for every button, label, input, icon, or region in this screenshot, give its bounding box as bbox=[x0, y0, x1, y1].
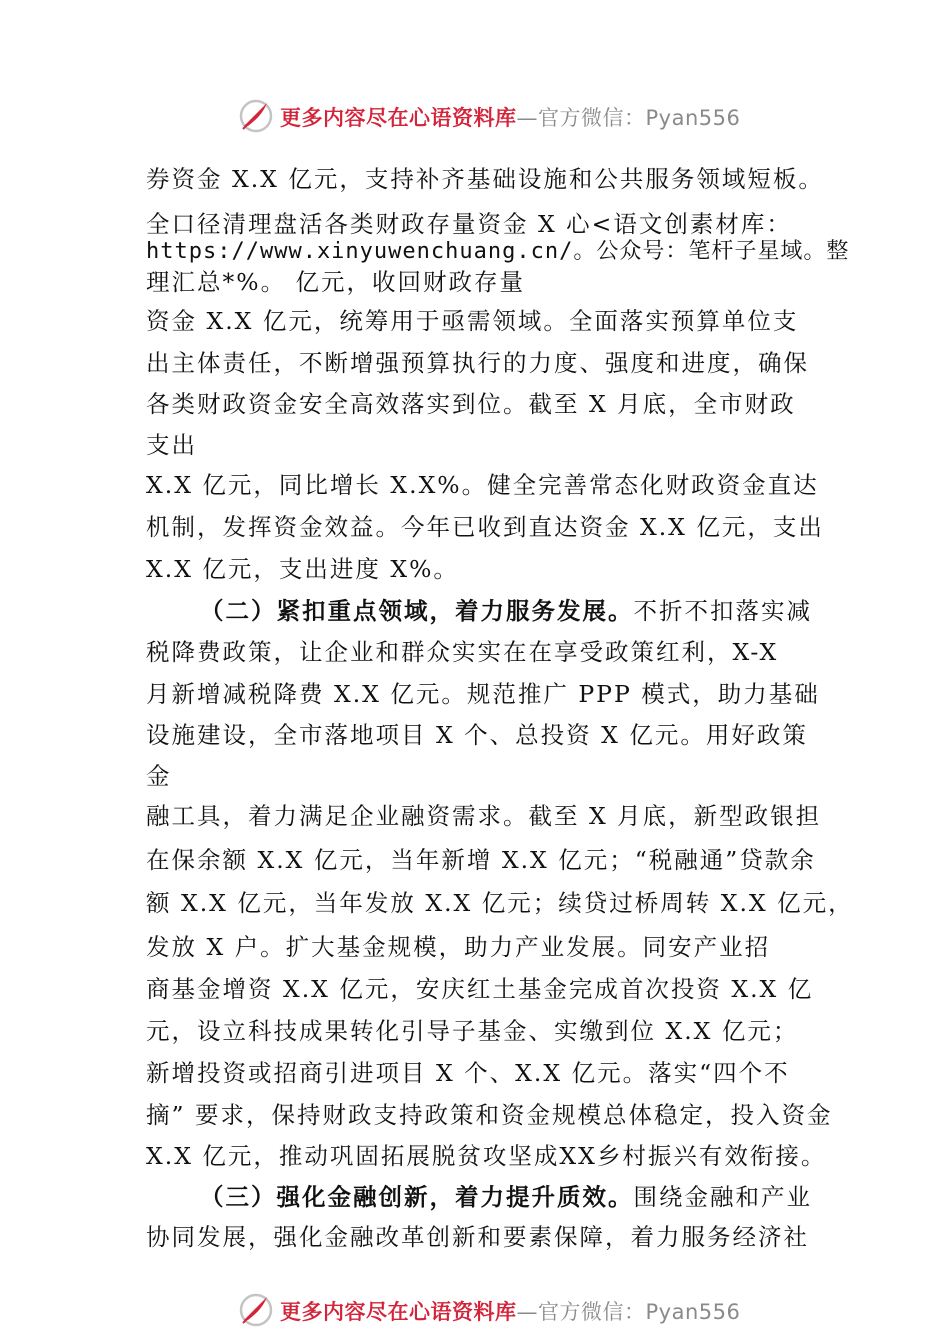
text-line: 全口径清理盘活各类财政存量资金 X 心<语文创素材库： bbox=[146, 210, 792, 238]
header-banner bbox=[0, 90, 950, 140]
quill-logo-icon bbox=[236, 1290, 276, 1330]
text-line: 支出 bbox=[146, 431, 197, 459]
banner-red-text: 更多内容尽在心语资料库 bbox=[280, 1299, 517, 1324]
text-line: 机制，发挥资金效益。今年已收到直达资金 X.X 亿元，支出 bbox=[146, 513, 824, 541]
paragraph-heading-line bbox=[200, 1178, 812, 1212]
text-line: X.X 亿元，推动巩固拓展脱贫攻坚成XX乡村振兴有效衔接。 bbox=[146, 1142, 827, 1170]
text-line: 商基金增资 X.X 亿元，安庆红土基金完成首次投资 X.X 亿 bbox=[146, 975, 814, 1003]
text-line: 协同发展，强化金融改革创新和要素保障，着力服务经济社 bbox=[146, 1223, 809, 1251]
text-line: 理汇总*%。 亿元，收回财政存量 bbox=[146, 268, 526, 296]
text-line: 摘” 要求，保持财政支持政策和资金规模总体稳定，投入资金 bbox=[146, 1101, 833, 1129]
text-line: 资金 X.X 亿元，统筹用于亟需领域。全面落实预算单位支 bbox=[146, 307, 799, 335]
banner-grey-text: —官方微信：Pyan556 bbox=[516, 1300, 741, 1324]
text-run: 不折不扣落实减 bbox=[633, 597, 812, 625]
banner-grey-text: —官方微信：Pyan556 bbox=[516, 106, 741, 130]
banner-text bbox=[280, 102, 740, 132]
quill-logo-icon bbox=[236, 96, 276, 136]
text-line: 新增投资或招商引进项目 X 个、X.X 亿元。落实“四个不 bbox=[146, 1059, 790, 1087]
paragraph-heading-line bbox=[200, 592, 812, 626]
text-line: 元，设立科技成果转化引导子基金、实缴到位 X.X 亿元； bbox=[146, 1017, 799, 1045]
text-line: 各类财政资金安全高效落实到位。截至 X 月底，全市财政 bbox=[146, 390, 796, 418]
text-line: X.X 亿元，同比增长 X.X%。健全完善常态化财政资金直达 bbox=[146, 471, 819, 499]
text-line: 融工具，着力满足企业融资需求。截至 X 月底，新型政银担 bbox=[146, 802, 822, 830]
footer-banner bbox=[0, 1284, 950, 1334]
text-line: 出主体责任，不断增强预算执行的力度、强度和进度，确保 bbox=[146, 349, 809, 377]
paragraph-heading: （三）强化金融创新，着力提升质效。 bbox=[200, 1183, 634, 1211]
text-line: 券资金 X.X 亿元，支持补齐基础设施和公共服务领域短板。 bbox=[146, 165, 824, 193]
banner-red-text: 更多内容尽在心语资料库 bbox=[280, 105, 517, 130]
paragraph-heading: （二）紧扣重点领域，着力服务发展。 bbox=[200, 597, 634, 625]
text-line: https://www.xinyuwenchuang.cn/。公众号：笔杆子星域。整 bbox=[146, 239, 850, 264]
text-line: 税降费政策，让企业和群众实实在在享受政策红利，X-X bbox=[146, 638, 779, 666]
text-line: 金 bbox=[146, 762, 172, 790]
text-line: 额 X.X 亿元，当年发放 X.X 亿元；续贷过桥周转 X.X 亿元， bbox=[146, 889, 854, 917]
text-line: 发放 X 户。扩大基金规模，助力产业发展。同安产业招 bbox=[146, 933, 771, 961]
text-line: X.X 亿元，支出进度 X%。 bbox=[146, 555, 459, 583]
text-run: 围绕金融和产业 bbox=[633, 1183, 812, 1211]
banner-text bbox=[280, 1296, 740, 1326]
text-line: 设施建设，全市落地项目 X 个、总投资 X 亿元。用好政策 bbox=[146, 721, 808, 749]
text-line: 月新增减税降费 X.X 亿元。规范推广 PPP 模式，助力基础 bbox=[146, 680, 820, 708]
text-line: 在保余额 X.X 亿元，当年新增 X.X 亿元；“税融通”贷款余 bbox=[146, 846, 816, 874]
